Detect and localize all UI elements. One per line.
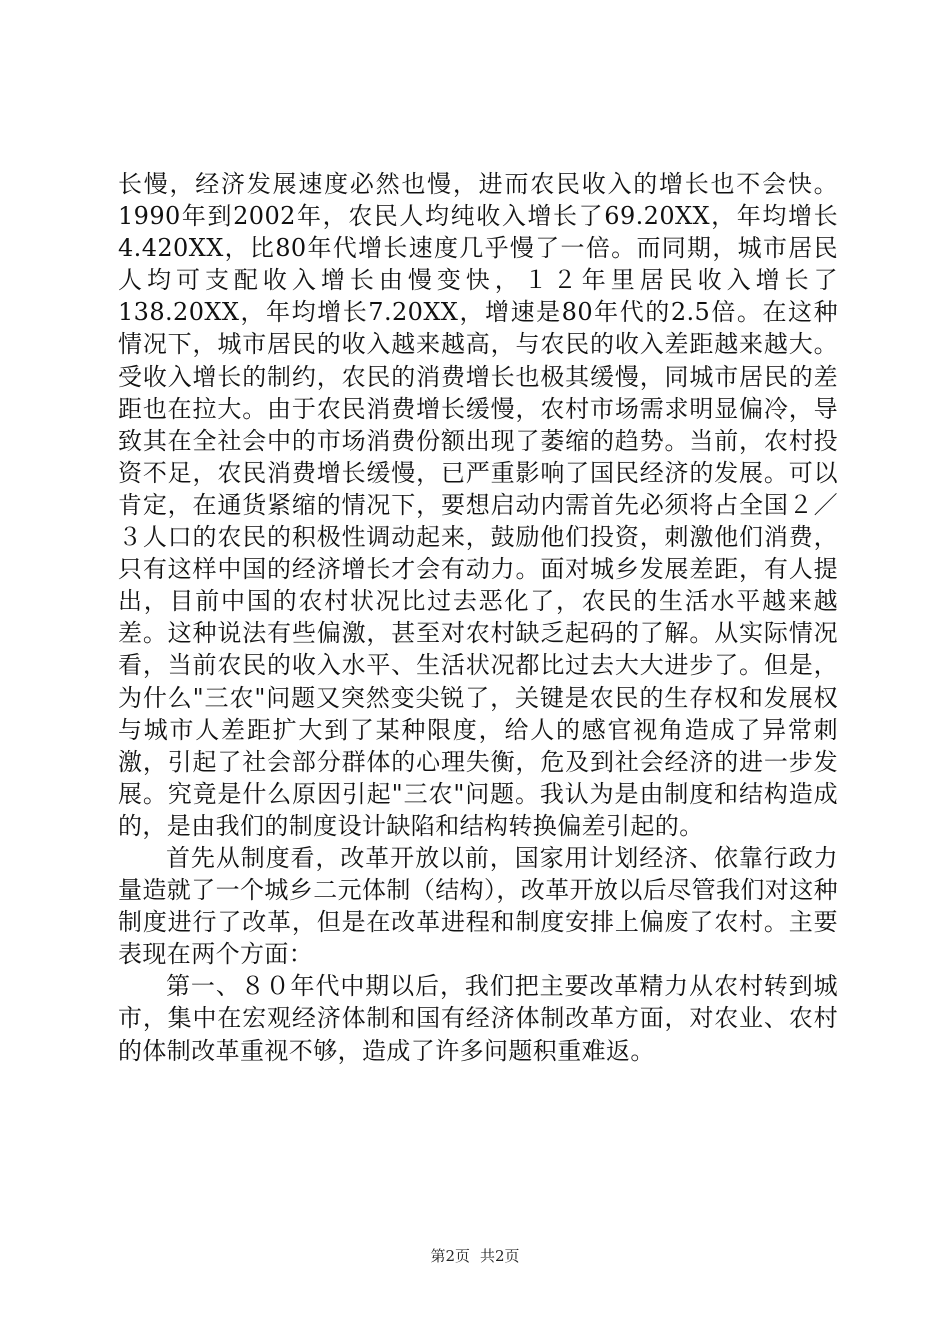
page-footer <box>0 1245 950 1266</box>
paragraph-3: 第一、８０年代中期以后，我们把主要改革精力从农村转到城市，集中在宏观经济体制和国有经济体制改革方面，对农业、农村的体制改革重视不够，造成了许多问题积重难返。 <box>118 972 838 1065</box>
document-body <box>118 168 838 1067</box>
page-number: 第2页 <box>430 1247 470 1265</box>
page-total: 共2页 <box>480 1247 520 1265</box>
paragraph-1: 长慢，经济发展速度必然也慢，进而农民收入的增长也不会快。1990年到2002年，农民人均纯收入增长了69.20XX，年均增长4.420XX，比80年代增长速度几乎慢了一倍。而同期，城市居民人均可支配收入增长由慢变快，１２年里居民收入增长了138.20XX，年均增长7.20XX，增速是80年代的2.5倍。在这种情况下，城市居民的收入越来越高，与农民的收入差距越来越大。受收入增长的制约，农民的消费增长也极其缓慢，同城市居民的差距也在拉大。由于农民消费增长缓慢，农村市场需求明显偏冷，导致其在全社会中的市场消费份额出现了萎缩的趋势。当前，农村投资不足，农民消费增长缓慢，已严重影响了国民经济的发展。可以肯定，在通货紧缩的情况下，要想启动内需首先必须将占全国２／３人口的农民的积极性调动起来，鼓励他们投资，刺激他们消费，只有这样中国的经济增长才会有动力。面对城乡发展差距，有人提出，目前中国的农村状况比过去恶化了，农民的生活水平越来越差。这种说法有些偏激，甚至对农村缺乏起码的了解。从实际情况看，当前农民的收入水平、生活状况都比过去大大进步了。但是，为什么"三农"问题又突然变尖锐了，关键是农民的生存权和发展权与城市人差距扩大到了某种限度，给人的感官视角造成了异常刺激，引起了社会部分群体的心理失衡，危及到社会经济的进一步发展。究竟是什么原因引起"三农"问题。我认为是由制度和结构造成的，是由我们的制度设计缺陷和结构转换偏差引起的。 <box>118 170 838 840</box>
paragraph-2: 首先从制度看，改革开放以前，国家用计划经济、依靠行政力量造就了一个城乡二元体制（结构），改革开放以后尽管我们对这种制度进行了改革，但是在改革进程和制度安排上偏废了农村。主要表现在两个方面： <box>118 843 838 969</box>
